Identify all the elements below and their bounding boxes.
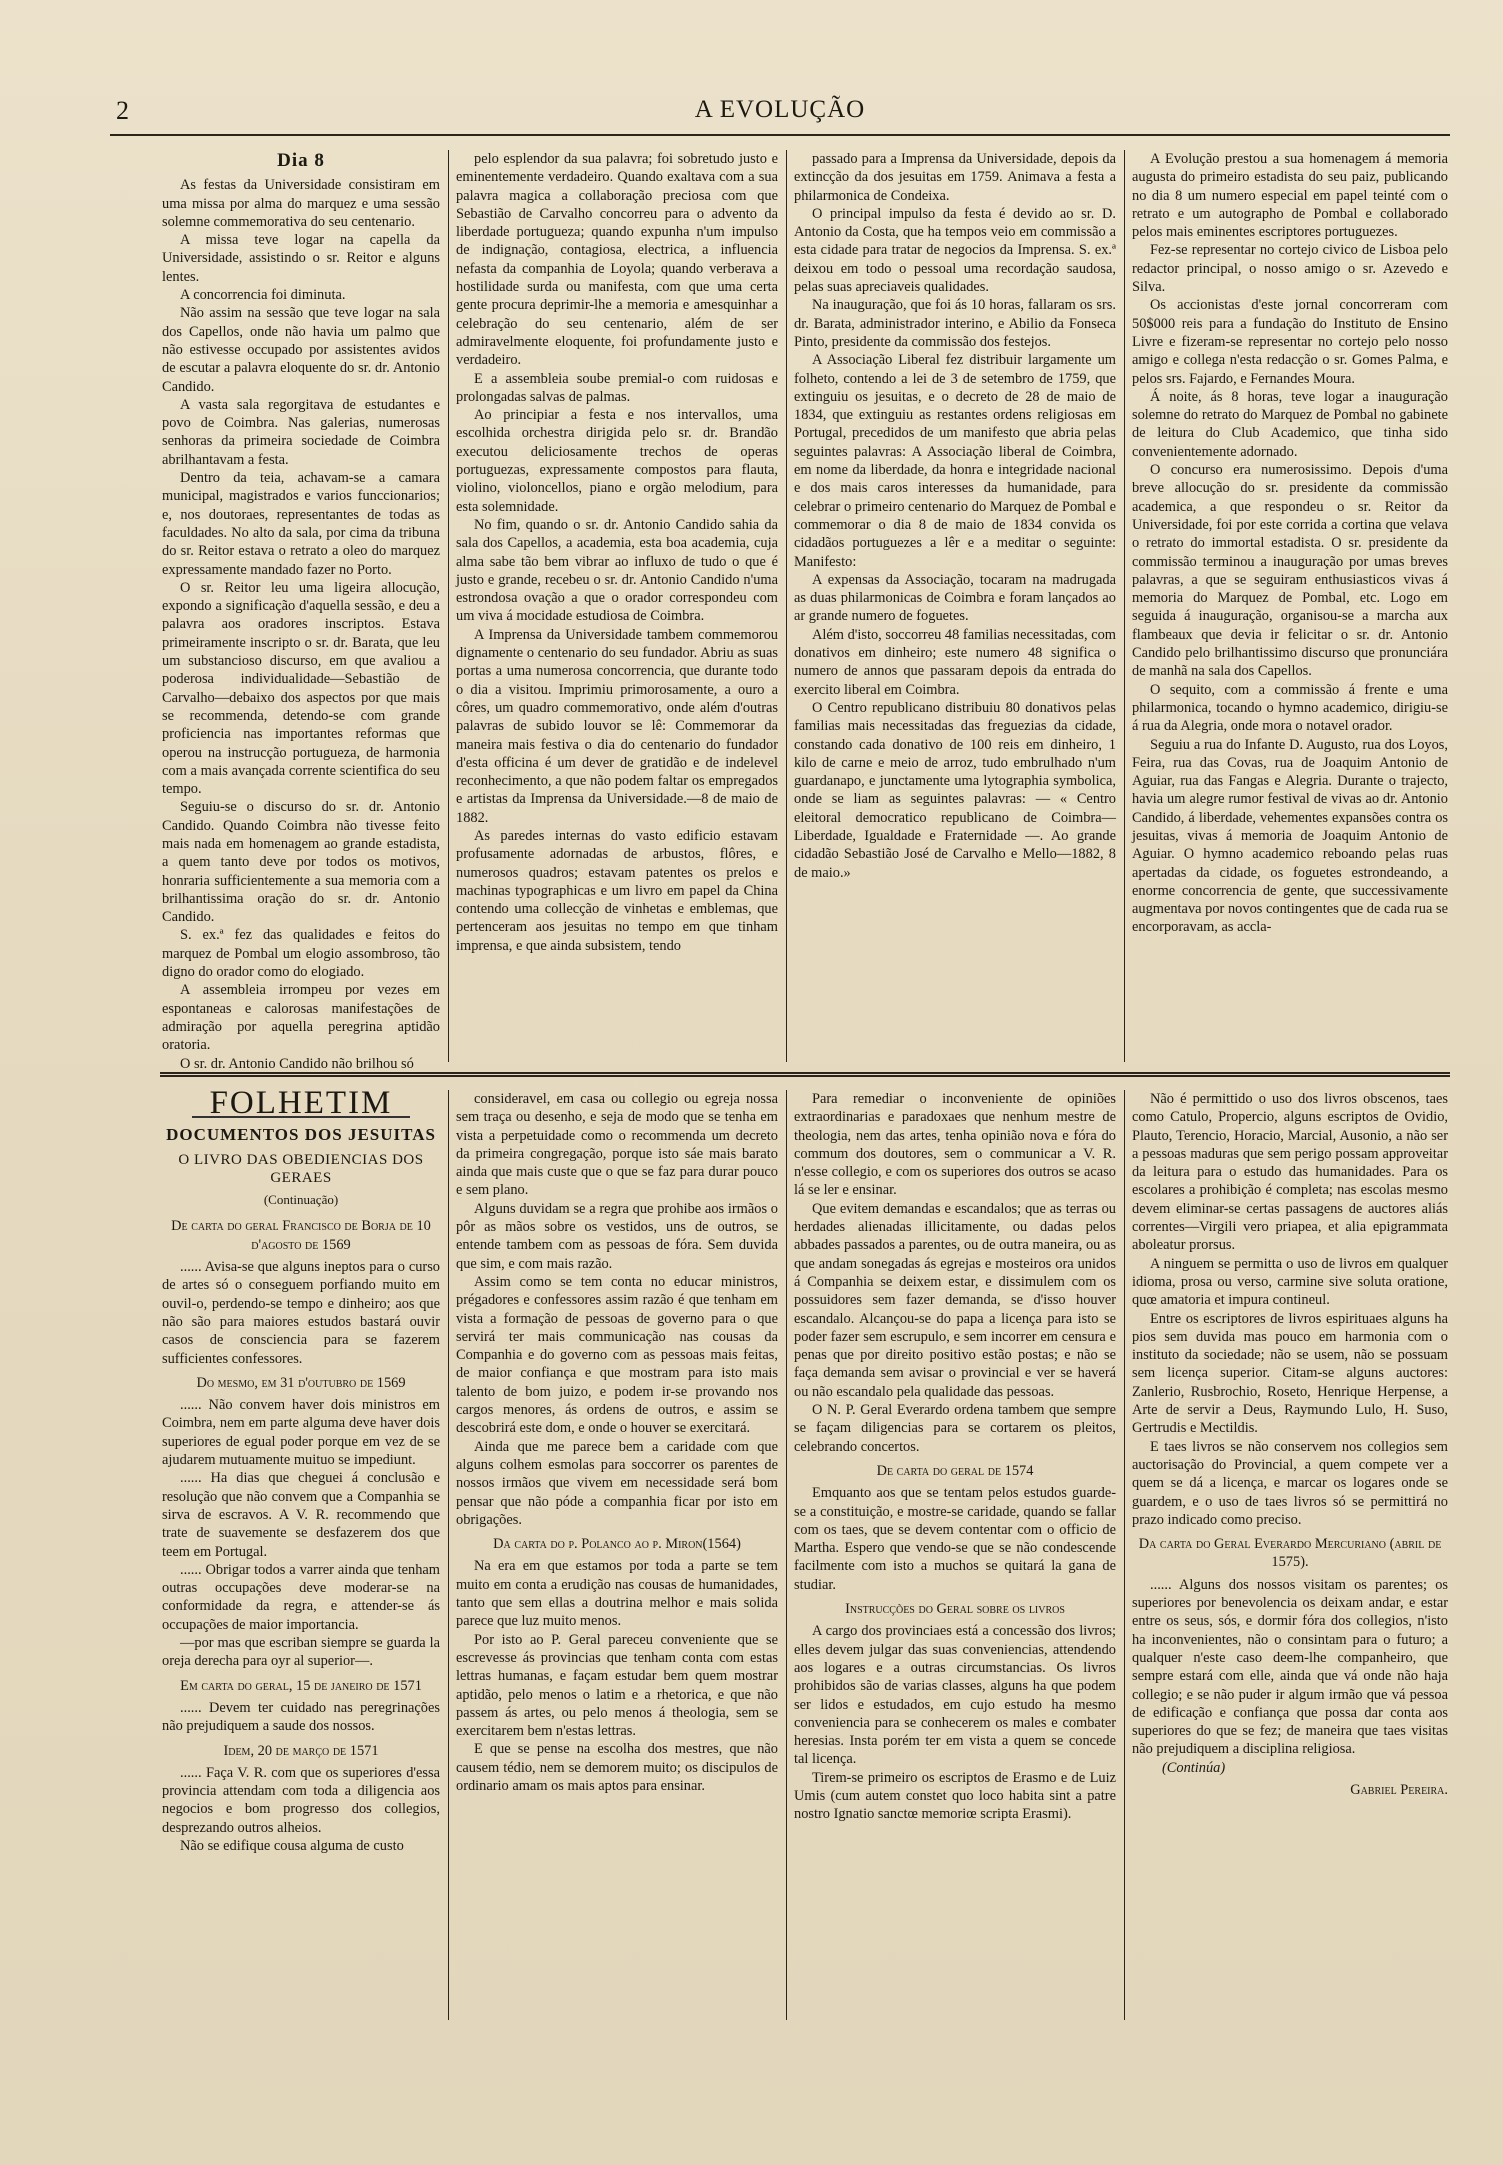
paragraph: E taes livros se não conservem nos collegios sem auctorisação do Provincial, a quem compete ver a quem se dá a licença, e marcar os logares onde se guardem, e o uso de taes livros só se permittirá no prazo indicado como preciso. bbox=[1132, 1438, 1448, 1528]
paragraph: Na era em que estamos por toda a parte se tem muito em conta a erudição nas cousas de humanidades, tanto que sem ellas a doutrina melhor e mais solida parece que luz muito menos. bbox=[456, 1558, 778, 1630]
paragraph: A Imprensa da Universidade tambem commemorou dignamente o centenario do seu fundador. Abriu as suas portas a uma numerosa concorrencia, que durante todo o dia a visitou. Imprimiu primorosamente, a ouro a côres, um quadro commemorativo, onde além d'outras palavras de subido louvor se lê: Commemorar da maneira mais festiva o dia do centenario do fundador d'esta officina é um dever de gratidão e de indelevel reconhecimento, a que não podem faltar os empregados e artistas da Imprensa da Universidade.—8 de maio de 1882. bbox=[456, 626, 778, 826]
news-column-3 bbox=[794, 150, 1116, 1062]
paragraph: Por isto ao P. Geral pareceu conveniente que se escrevesse ás provincias que tenham conta com estas lettras humanas, e façam estudar bem quem mostrar aptidão, pelo menos o latim e a rhetorica, e que não passem ás artes, ou pelo menos á theologia, sem se exercitarem bem n'estas lettras. bbox=[456, 1631, 778, 1740]
column-divider bbox=[1124, 1090, 1125, 2020]
author-signature: Gabriel Pereira. bbox=[1350, 1781, 1448, 1798]
paragraph: O sr. dr. Antonio Candido não brilhou só bbox=[180, 1055, 414, 1072]
paragraph: Dentro da teia, achavam-se a camara municipal, magistrados e varios funccionarios; e, nos doutoraes, representantes de todas as faculdades. No alto da sala, por cima da tribuna do sr. Reitor estava o retrato a oleo do marquez expressamente mandado fazer no Porto. bbox=[162, 470, 440, 578]
paragraph: ...... Devem ter cuidado nas peregrinações não prejudiquem a saude dos nossos. bbox=[162, 1699, 440, 1735]
folhetim-divider bbox=[160, 1072, 1450, 1077]
column-divider bbox=[448, 1090, 449, 2020]
letter-heading: De carta do geral Francisco de Borja de 10 d'agosto de 1569 bbox=[171, 1218, 431, 1253]
paragraph: Seguiu-se o discurso do sr. dr. Antonio Candido. Quando Coimbra não tivesse feito mais nada em homenagem ao grande estadista, a quem tanto deve por todos os motivos, honraria sufficientemente a sua memoria com a brilhantissima oração do sr. dr. Antonio Candido. bbox=[162, 799, 440, 926]
masthead-title: A EVOLUÇÃO bbox=[694, 96, 866, 123]
letter-heading: Idem, 20 de março de 1571 bbox=[223, 1742, 379, 1759]
paragraph: Para remediar o inconveniente de opiniões extraordinarias e paradoxaes que nenhum mestre de theologia, nem das artes, tenha opinião nova e fóra do commum dos doutores, sem o communicar a V. R. n'esse collegio, e com os superiores dos outros se acaso lá se ler e ensinar. bbox=[794, 1091, 1116, 1199]
paragraph: Tirem-se primeiro os escriptos de Erasmo e de Luiz Umis (cum autem constet quo loco habita sint a patre nostro Ignatio sanctœ memoriœ scripta Erasmi). bbox=[794, 1769, 1116, 1823]
letter-heading: Instrucções do Geral sobre os livros bbox=[845, 1601, 1065, 1618]
news-column-4 bbox=[1132, 150, 1448, 1062]
folhetim-column-4 bbox=[1132, 1090, 1448, 2020]
folhetim-column-3 bbox=[794, 1090, 1116, 2020]
paragraph: A missa teve logar na capella da Universidade, assistindo o sr. Reitor e alguns lentes. bbox=[162, 232, 440, 285]
paragraph: A cargo dos provinciaes está a concessão dos livros; elles devem julgar das suas conveniencias, attendendo aos logares e a outras circumstancias. Os livros prohibidos são de varias classes, alguns ha que podem ser lidos e estudados, em cujo estudo ha mesmo conveniencia para se conhecerem os males e combater heresias. Insta porém ter em vista a quem se concede tal licença. bbox=[794, 1623, 1116, 1768]
paragraph: O principal impulso da festa é devido ao sr. D. Antonio da Costa, que ha tempos veio em commissão a esta cidade para tratar de negocios da Imprensa. S. ex.ª deixou em todo o pessoal uma recordação saudosa, pelas suas apreciaveis qualidades. bbox=[794, 205, 1116, 296]
paragraph: Não se edifique cousa alguma de custo bbox=[180, 1837, 404, 1854]
page-header bbox=[110, 92, 1450, 136]
paragraph: E que se pense na escolha dos mestres, que não causem tédio, nem se demorem muito; os discipulos de ordinario amam os mais aptos para ensinar. bbox=[456, 1741, 778, 1794]
folhetim-column-2 bbox=[456, 1090, 778, 2020]
page-number: 2 bbox=[116, 96, 129, 125]
letter-heading: Da carta do p. Polanco ao p. Miron(1564) bbox=[493, 1536, 741, 1553]
paragraph: A assembleia irrompeu por vezes em espontaneas e calorosas manifestações de admiração por aquella peregrina aptidão oratoria. bbox=[162, 982, 440, 1054]
paragraph: ...... Ha dias que cheguei á conclusão e resolução que não convem que a Companhia se sirva de escravos. A V. R. recommendo que trate de suavemente se desfazerem dos que teem em Portugal. bbox=[162, 1470, 440, 1560]
continua-note: (Continúa) bbox=[1162, 1759, 1226, 1776]
paragraph: Assim como se tem conta no educar ministros, prégadores e confessores assim razão é que tenham em vista a formação de pessoas de governo para o que servirá ter mais communicação nas cousas da Companhia e do governo com as pessoas mais feitas, de maior confiança e que mostram para isto mais talento de bom juizo, e podem ir-se provando nos cargos menores, ás ordens de outros, e assim se descobrirá este dom, e onde o houver se exercitará. bbox=[456, 1273, 778, 1437]
paragraph: A expensas da Associação, tocaram na madrugada as duas philarmonicas de Coimbra e foram lançados ao ar grande numero de foguetes. bbox=[794, 571, 1116, 625]
column-divider bbox=[786, 150, 787, 1062]
paragraph: O sequito, com a commissão á frente e uma philarmonica, tocando o hymno academico, dirigiu-se á rua da Alegria, onde mora o notavel orador. bbox=[1132, 681, 1448, 735]
paragraph: O N. P. Geral Everardo ordena tambem que sempre se façam diligencias para se cortarem os pleitos, celebrando concertos. bbox=[794, 1402, 1116, 1455]
letter-heading: Da carta do Geral Everardo Mercuriano (abril de 1575). bbox=[1138, 1536, 1442, 1571]
letter-heading: Do mesmo, em 31 d'outubro de 1569 bbox=[196, 1374, 406, 1391]
paragraph: O concurso era numerosissimo. Depois d'uma breve allocução do sr. presidente da commissão academica, a que respondeu o sr. Reitor da Universidade, foi por este corrida a cortina que velava o retrato do immortal estadista. O sr. presidente da commissão terminou a inauguração por umas breves palavras, a que se seguiram enthusiasticos vivas á memoria do Marquez de Pombal, etc. Logo em seguida á inauguração, organisou-se a marcha aux flambeaux que devia ir felicitar o sr. dr. Antonio Candido pelo brilhantissimo discurso que pronunciára de manhã na sala dos Capellos. bbox=[1132, 462, 1448, 680]
column-divider bbox=[448, 150, 449, 1062]
paragraph: As festas da Universidade consistiram em uma missa por alma do marquez e uma sessão solemne commemorativa do seu centenario. bbox=[162, 177, 440, 230]
paragraph: ...... Não convem haver dois ministros em Coimbra, nem em parte alguma deve haver dois superiores de egual poder porque em vez de se ajudarem mutuamente muituo se impediunt. bbox=[162, 1397, 440, 1469]
paragraph: Que evitem demandas e escandalos; que as terras ou herdades alienadas illicitamente, ou dadas pelos abbades passados a parentes, ou de outra maneira, ou as que andam sonegadas ás egrejas e mosteiros ora unidos á Companhia se deixem estar, e dissimulem com os possuidores sem fazer demanda, se d'isso houver escandalo. Alcançou-se do papa a licença para isto se poder fazer sem escrupulo, e sem incorrer em censura e penas que por direito positivo estão postas; e não se faça demanda sem avisar o provincial e ver se haverá ou não escandalo pela qualidade das pessoas. bbox=[794, 1200, 1116, 1400]
letter-heading: Em carta do geral, 15 de janeiro de 1571 bbox=[180, 1677, 422, 1694]
paragraph: Seguiu a rua do Infante D. Augusto, rua dos Loyos, Feira, rua das Covas, rua de Joaquim Antonio de Aguiar, rua das Fangas e Alegria. Durante o trajecto, havia um alegre rumor festival de vivas ao dr. Antonio Candido, á liberdade, vehementes expansões contra os jesuitas, vivas á memoria de Joaquim Antonio de Aguiar. O hymno academico reboando pelas ruas apertadas da cidade, os foguetes estrondeando, a enorme concorrencia de gente, que successivamente augmentava por novos contingentes que de cada rua se encorporavam, as accla- bbox=[1132, 736, 1448, 936]
paragraph: consideravel, em casa ou collegio ou egreja nossa sem traça ou desenho, e seja de modo que se tenha em vista a perpetuidade como o recommenda um decreto da primeira congregação, porque isto sáe mais barato ainda que mais custe que o que se faz para durar pouco e sem plano. bbox=[456, 1091, 778, 1199]
paragraph: O Centro republicano distribuiu 80 donativos pelas familias mais necessitadas das freguezias da cidade, constando cada donativo de 100 reis em dinheiro, 1 kilo de carne e meio de arroz, tudo embrulhado n'um guardanapo, e junctamente uma lytographia symbolica, onde se liam as seguintes palavras: — « Centro eleitoral democratico republicano de Coimbra—Liberdade, Igualdade e Fraternidade —. Ao grande cidadão Sebastião José de Carvalho e Mello—1882, 8 de maio.» bbox=[794, 699, 1116, 881]
paragraph: —por mas que escriban siempre se guarda la oreja derecha para oyr al superior—. bbox=[162, 1635, 440, 1670]
column-divider bbox=[786, 1090, 787, 2020]
paragraph: A Evolução prestou a sua homenagem á memoria augusta do primeiro estadista do seu paiz, publicando no dia 8 um numero especial em papel teinté com o retrato e um autographo de Pombal e collaborado pelos mais eminentes escriptores portuguezes. bbox=[1132, 151, 1448, 241]
livro-subtitle: O LIVRO DAS OBEDIENCIAS DOS GERAES bbox=[178, 1151, 424, 1186]
continuation-note: (Continuação) bbox=[263, 1192, 339, 1208]
paragraph: Entre os escriptores de livros espirituaes alguns ha pios sem duvida mas pouco em harmonia com o instituto da sociedade; não se usem, não se possuam sem licença superior. Citam-se alguns auctores: Zanlerio, Rusbrochio, Roseto, Henrique Herpense, a Arte de servir a Deus, Raymundo Lulo, H. Suso, Gertrudis e Mectildis. bbox=[1132, 1310, 1448, 1437]
paragraph: passado para a Imprensa da Universidade, depois da extincção da dos jesuitas em 1759. Animava a festa a philarmonica de Condeixa. bbox=[794, 151, 1116, 204]
paragraph: pelo esplendor da sua palavra; foi sobretudo justo e eminentemente verdadeiro. Quando exaltava com a sua palavra magica a collaboração preciosa com que Sebastião de Carvalho concorreu para o advento da liberdade portugueza; quando expunha n'um impulso de indignação, contagiosa, electrica, a influencia nefasta da companhia de Loyola; quando verberava a hostilidade surda ou manifesta, com que uma certa gente procura deprimir-lhe a memoria e amesquinhar a celebração do seu centenario, além de ser admiravelmente eloquente, foi profundamente justo e verdadeiro. bbox=[456, 151, 778, 369]
paragraph: Na inauguração, que foi ás 10 horas, fallaram os srs. dr. Barata, administrador interino, e Abilio da Fonseca Pinto, presidente da commissão dos festejos. bbox=[794, 297, 1116, 350]
paragraph: A ninguem se permitta o uso de livros em qualquer idioma, prosa ou verso, carmine sive soluta oratione, quœ amatoria et impura contineul. bbox=[1132, 1255, 1448, 1309]
paragraph: ...... Avisa-se que alguns ineptos para o curso de artes só o conseguem porfiando muito em ouvil-o, perdendo-se tempo e dinheiro; aos que não são para maiores estudos bastará ouvir casos de consciencia para se fazerem sufficientes confessores. bbox=[162, 1259, 440, 1367]
paragraph: O sr. Reitor leu uma ligeira allocução, expondo a significação d'aquella sessão, e deu a palavra aos oradores inscriptos. Estava primeiramente inscripto o sr. dr. Barata, que leu um substancioso discurso, em que avaliou a poderosa individualidade—Sebastião de Carvalho—debaixo dos aspectos por que mais se recommenda, detendo-se com grande proficiencia nas importantes reformas que operou na instrucção portugueza, de harmonia com a mais avançada corrente scientifica do seu tempo. bbox=[162, 579, 440, 798]
paragraph: Ao principiar a festa e nos intervallos, uma escolhida orchestra dirigida pelo sr. dr. Brandão executou deliciosamente trechos de operas portuguezas, expressamente compostos para flauta, violino, violoncellos, piano e orgão melodium, para esta solemnidade. bbox=[456, 407, 778, 515]
paragraph: ...... Obrigar todos a varrer ainda que tenham outras occupações deve moderar-se na conformidade da regra, e attender-se ás occupações de maior importancia. bbox=[162, 1561, 440, 1633]
paragraph: No fim, quando o sr. dr. Antonio Candido sahia da sala dos Capellos, a academia, esta boa academia, cuja alma sabe tão bem vibrar ao influxo de tudo o que é justo e grande, recebeu o sr. dr. Antonio Candido n'uma estrondosa ovação a que o orador correspondeu com um viva á mocidade estudiosa de Coimbra. bbox=[456, 516, 778, 625]
paragraph: Á noite, ás 8 horas, teve logar a inauguração solemne do retrato do Marquez de Pombal no gabinete de leitura do Club Academico, que tinha sido convenientemente adornado. bbox=[1132, 388, 1448, 460]
paragraph: ...... Alguns dos nossos visitam os parentes; os superiores por benevolencia os deixam andar, e estar entre os seus, sós, e dormir fóra dos collegios, n'isto ha inconvenientes, não o consintam para o futuro; a qualquer n'este caso deem-lhe companheiro, que sempre estará com elle, ainda que vá onde não haja collegio; e se não puder ir algum irmão que vá pessoa de edificação e confiança que possa dar conta aos superiores do que se fez; de maneira que taes visitas não prejudiquem a disciplina religiosa. bbox=[1132, 1576, 1448, 1758]
paragraph: A vasta sala regorgitava de estudantes e povo de Coimbra. Nas galerias, numerosas senhoras da primeira sociedade de Coimbra abrilhantavam a festa. bbox=[162, 396, 440, 468]
paragraph: Alguns duvidam se a regra que prohibe aos irmãos o pôr as mãos sobre os vestidos, uns de outros, se entende tambem com as pessoas de fóra. Sem duvida que sim, e com mais razão. bbox=[456, 1200, 778, 1272]
folhetim-column-1 bbox=[162, 1085, 440, 2020]
column-divider bbox=[1124, 150, 1125, 1062]
paragraph: Não é permittido o uso dos livros obscenos, taes como Catulo, Propercio, alguns escriptos de Ovidio, Plauto, Terencio, Horacio, Marcial, Ausonio, a não ser a pessoas maduras que sem perigo possam approveitar da leitura para o estudo das humanidades. Para os escolares a prohibição é completa; nas escolas mesmo devem eliminar-se certas passagens de auctores aliás correntes—Virgili vero priapea, et alia epigrammata aboleatur prorsus. bbox=[1132, 1091, 1448, 1254]
documentos-title: DOCUMENTOS DOS JESUITAS bbox=[166, 1125, 436, 1145]
paragraph: Ainda que me parece bem a caridade com que alguns colhem esmolas para soccorrer os parentes de nossos irmãos que vivem em necessidade será bom pensar que não póde a companhia ficar por isto em obrigações. bbox=[456, 1438, 778, 1528]
section-title-dia-8: Dia 8 bbox=[277, 150, 325, 171]
paragraph: Emquanto aos que se tentam pelos estudos guarde-se a constituição, e mostre-se caridade, quando se fallar com os taes, que se devem contentar com o officio de Martha. Espero que vendo-se que se não condescende facilmente com isto a muchos se quitará la gana de studiar. bbox=[794, 1485, 1116, 1593]
header-rule bbox=[110, 134, 1450, 136]
paragraph: A Associação Liberal fez distribuir largamente um folheto, contendo a lei de 3 de setembro de 1759, que extinguiu os jesuitas, e o decreto de 28 de maio de 1834, que extinguiu as restantes ordens religiosas em Portugal, precedidos de um manifesto que abria pelas seguintes palavras: A Associação liberal de Coimbra, em nome da liberdade, da honra e integridade nacional e dos mais caros interesses da humanidade, para celebrar o primeiro centenario do Marquez de Pombal e commemorar o dia 8 de maio de 1834 convida os cidadãos portuguezes a lêr e a meditar o seguinte: Manifesto: bbox=[794, 352, 1116, 570]
paragraph: Os accionistas d'este jornal concorreram com 50$000 reis para a fundação do Instituto de Ensino Livre e fizeram-se representar no cortejo pelo nosso amigo e collega n'esta redacção o sr. Gomes Palma, e pelos srs. Fajardo, e Fernandes Moura. bbox=[1132, 297, 1448, 387]
paragraph: S. ex.ª fez das qualidades e feitos do marquez de Pombal um elogio assombroso, tão digno do orador como do elogiado. bbox=[162, 927, 440, 981]
paragraph: As paredes internas do vasto edificio estavam profusamente adornadas de arbustos, flôres, e numerosos quadros; estavam patentes os prelos e machinas typographicas e um livro em papel da China contendo uma collecção de vinhetas e emblemas, que pertenceram aos jesuitas no tempo em que tinham imprensa, e que ainda subsistem, tendo bbox=[456, 827, 778, 954]
paragraph: Além d'isto, soccorreu 48 familias necessitadas, com donativos em dinheiro; este numero 48 significa o numero de annos que passaram depois da entrada do exercito liberal em Coimbra. bbox=[794, 626, 1116, 698]
paragraph: Fez-se representar no cortejo civico de Lisboa pelo redactor principal, o nosso amigo o sr. Azevedo e Silva. bbox=[1132, 242, 1448, 296]
paragraph: A concorrencia foi diminuta. bbox=[180, 287, 346, 304]
paragraph: E a assembleia soube premial-o com ruidosas e prolongadas salvas de palmas. bbox=[456, 370, 778, 405]
news-column-1 bbox=[162, 150, 440, 1072]
news-column-2 bbox=[456, 150, 778, 1062]
paragraph: Não assim na sessão que teve logar na sala dos Capellos, onde não havia um palmo que não estivesse occupado por assistentes avidos de escutar a palavra eloquente do sr. dr. Antonio Candido. bbox=[162, 305, 440, 395]
paragraph: ...... Faça V. R. com que os superiores d'essa provincia attendam com toda a diligencia aos negocios e bom progresso dos collegios, desprezando outros alheios. bbox=[162, 1764, 440, 1836]
letter-heading: De carta do geral de 1574 bbox=[876, 1462, 1034, 1479]
folhetim-title: FOLHETIM bbox=[209, 1085, 393, 1121]
